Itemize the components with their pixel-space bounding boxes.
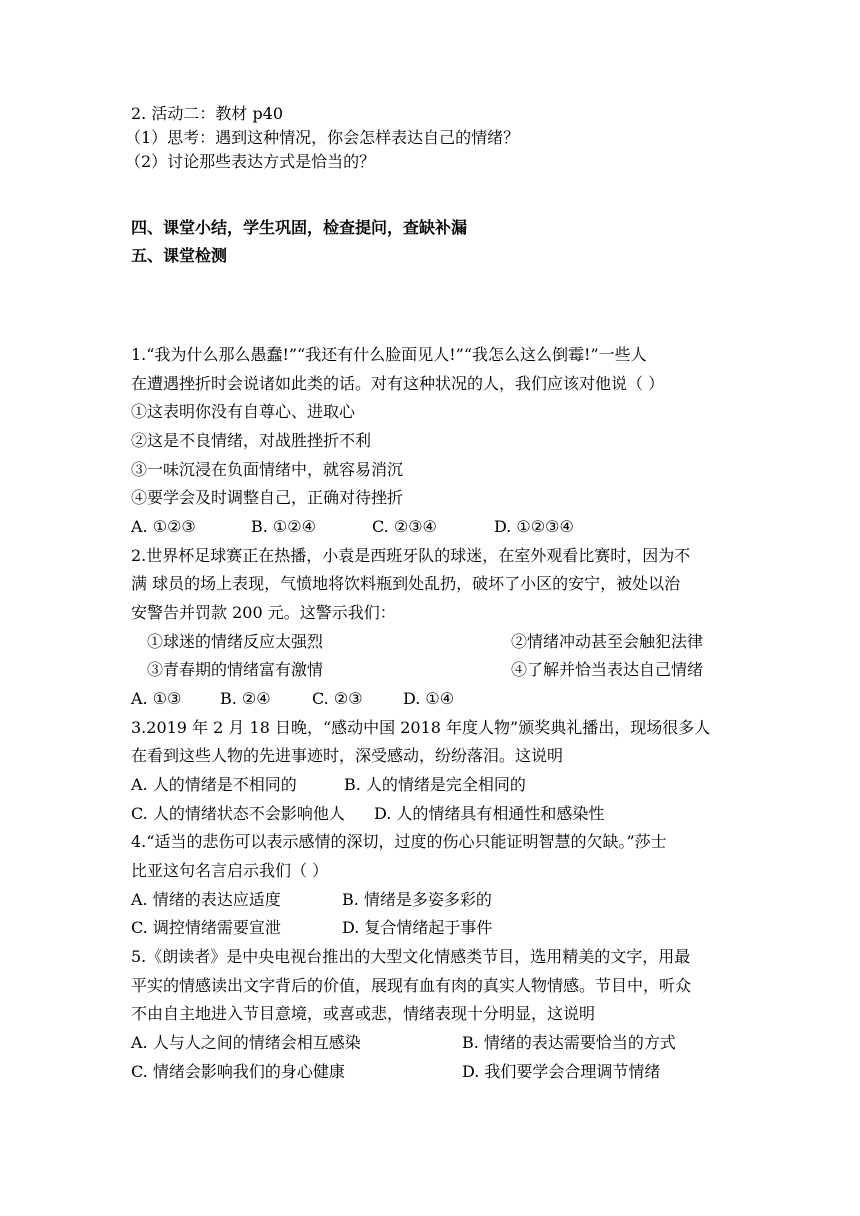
q3-option-a: A. 人的情绪是不相同的 (131, 775, 297, 794)
q1-item-2: ②这是不良情绪，对战胜挫折不利 (131, 431, 372, 450)
activity-question-1: （1）思考：遇到这种情况，你会怎样表达自己的情绪？ (125, 128, 520, 147)
q5-stem-line-2: 平实的情感读出文字背后的价值，展现有血有肉的真实人物情感。节目中，听众 (131, 976, 692, 995)
q2-stem-line-2: 满 球员的场上表现，气愤地将饮料瓶到处乱扔，破坏了小区的安宁，被处以治 (131, 574, 681, 593)
q3-option-b: B. 人的情绪是完全相同的 (344, 775, 526, 794)
section-four-heading: 四、课堂小结，学生巩固，检查提问，查缺补漏 (131, 218, 468, 237)
activity-question-2: （2）讨论那些表达方式是恰当的？ (125, 152, 376, 171)
q2-item-1: ①球迷的情绪反应太强烈 (147, 632, 324, 651)
q2-option-c: C. ②③ (312, 689, 363, 708)
q5-stem-line-3: 不由自主地进入节目意境，或喜或悲，情绪表现十分明显，这说明 (131, 1004, 596, 1023)
q1-item-1: ①这表明你没有自尊心、进取心 (131, 402, 356, 421)
q3-stem-line-1: 3.2019 年 2 月 18 日晚，“感动中国 2018 年度人物”颁奖典礼播出，现场很多人 (131, 718, 711, 737)
q1-item-3: ③一味沉浸在负面情绪中，就容易消沉 (131, 460, 404, 479)
q5-option-d: D. 我们要学会合理调节情绪 (462, 1062, 661, 1081)
q1-option-b: B. ①②④ (251, 517, 316, 536)
q2-stem-line-3: 安警告并罚款 200 元。这警示我们： (131, 603, 396, 622)
q5-stem-line-1: 5.《朗读者》是中央电视台推出的大型文化情感类节目，选用精美的文字，用最 (131, 947, 691, 966)
activity-title: 2. 活动二：教材 p40 (131, 104, 284, 123)
q5-option-c: C. 情绪会影响我们的身心健康 (131, 1062, 345, 1081)
q2-item-4: ④了解并恰当表达自己情绪 (511, 660, 704, 679)
q4-option-d: D. 复合情绪起于事件 (342, 918, 493, 937)
section-five-heading: 五、课堂检测 (131, 246, 228, 265)
q4-option-b: B. 情绪是多姿多彩的 (342, 890, 492, 909)
q3-option-d: D. 人的情绪具有相通性和感染性 (374, 804, 605, 823)
q4-option-c: C. 调控情绪需要宣泄 (131, 918, 281, 937)
q1-option-c: C. ②③④ (372, 517, 437, 536)
q4-stem-line-2: 比亚这句名言启示我们（ ） (131, 861, 329, 880)
q2-option-d: D. ①④ (403, 689, 455, 708)
q5-option-b: B. 情绪的表达需要恰当的方式 (462, 1033, 676, 1052)
q1-option-d: D. ①②③④ (494, 517, 574, 536)
q1-stem-line-2: 在遭遇挫折时会说诸如此类的话。对有这种状况的人，我们应该对他说（ ） (131, 374, 665, 393)
q3-option-c: C. 人的情绪状态不会影响他人 (131, 804, 345, 823)
q3-stem-line-2: 在看到这些人物的先进事迹时，深受感动，纷纷落泪。这说明 (131, 746, 564, 765)
q5-option-a: A. 人与人之间的情绪会相互感染 (131, 1033, 361, 1052)
q1-item-4: ④要学会及时调整自己，正确对待挫折 (131, 488, 404, 507)
q2-stem-line-1: 2.世界杯足球赛正在热播，小袁是西班牙队的球迷，在室外观看比赛时，因为不 (131, 546, 691, 565)
q2-item-2: ②情绪冲动甚至会触犯法律 (511, 632, 704, 651)
q4-option-a: A. 情绪的表达应适度 (131, 890, 281, 909)
q2-option-a: A. ①③ (131, 689, 182, 708)
q1-stem-line-1: 1.“我为什么那么愚蠢!”“我还有什么脸面见人!”“我怎么这么倒霉!”一些人 (131, 345, 647, 364)
q1-option-a: A. ①②③ (131, 517, 196, 536)
q2-item-3: ③青春期的情绪富有激情 (147, 660, 324, 679)
q4-stem-line-1: 4.“适当的悲伤可以表示感情的深切，过度的伤心只能证明智慧的欠缺。”莎士 (131, 832, 667, 851)
q2-option-b: B. ②④ (220, 689, 271, 708)
